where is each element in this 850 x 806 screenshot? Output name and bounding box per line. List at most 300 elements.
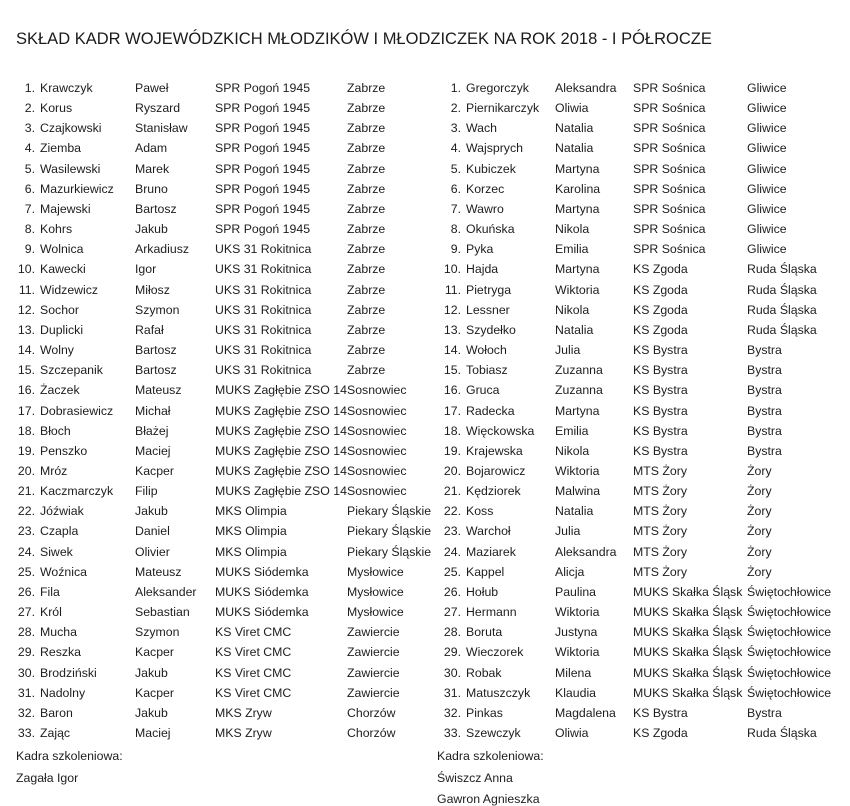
firstname-cell: Magdalena	[555, 705, 616, 720]
page-title: SKŁAD KADR WOJEWÓDZKICH MŁODZIKÓW I MŁODZICZEK NA ROK 2018 - I PÓŁROCZE	[16, 30, 712, 48]
club-cell: SPR Pogoń 1945	[215, 222, 311, 237]
row-number-cell: 6.	[24, 181, 35, 196]
club-cell: MUKS Zagłębie ZSO 14	[215, 423, 347, 438]
table-row	[16, 300, 425, 320]
club-cell: KS Viret CMC	[215, 645, 292, 660]
row-number-cell: 24.	[17, 544, 35, 559]
surname-cell: Pietryga	[466, 282, 512, 297]
city-cell: Piekary Śląskie	[347, 524, 432, 539]
table-row	[437, 521, 850, 541]
city-cell: Świętochłowice	[747, 685, 832, 700]
club-cell: MUKS Skałka Śląsk	[633, 625, 743, 640]
table-row	[437, 199, 850, 219]
table-row	[437, 340, 850, 360]
row-number-cell: 9.	[450, 242, 461, 257]
club-cell: UKS 31 Rokitnica	[215, 343, 312, 358]
row-number-cell: 18.	[443, 423, 461, 438]
surname-cell: Widzewicz	[40, 282, 99, 297]
surname-cell: Mucha	[40, 625, 77, 640]
city-cell: Gliwice	[747, 181, 787, 196]
firstname-cell: Aleksandra	[555, 544, 617, 559]
row-number-cell: 18.	[17, 423, 35, 438]
club-cell: MUKS Zagłębie ZSO 14	[215, 484, 347, 499]
surname-cell: Koss	[466, 504, 494, 519]
surname-cell: Brodziński	[40, 665, 97, 680]
surname-cell: Mazurkiewicz	[40, 181, 114, 196]
table-row	[16, 602, 425, 622]
club-cell: MUKS Zagłębie ZSO 14	[215, 463, 347, 478]
city-cell: Zabrze	[347, 343, 386, 358]
firstname-cell: Maciej	[135, 443, 171, 458]
firstname-cell: Bruno	[135, 181, 168, 196]
row-number-cell: 16.	[17, 383, 35, 398]
firstname-cell: Igor	[135, 262, 157, 277]
table-row	[16, 582, 425, 602]
club-cell: KS Viret CMC	[215, 665, 292, 680]
surname-cell: Wajsprych	[466, 141, 523, 156]
club-cell: MUKS Skałka Śląsk	[633, 584, 743, 599]
row-number-cell: 22.	[443, 504, 461, 519]
table-row	[16, 481, 425, 501]
club-cell: UKS 31 Rokitnica	[215, 282, 312, 297]
table-row	[437, 401, 850, 421]
club-cell: UKS 31 Rokitnica	[215, 363, 312, 378]
city-cell: Żory	[747, 544, 772, 559]
firstname-cell: Emilia	[555, 423, 589, 438]
club-cell: UKS 31 Rokitnica	[215, 302, 312, 317]
surname-cell: Baron	[40, 705, 73, 720]
table-row	[437, 663, 850, 683]
club-cell: MTS Żory	[633, 564, 687, 579]
surname-cell: Kappel	[466, 564, 505, 579]
firstname-cell: Wiktoria	[555, 282, 600, 297]
table-row	[16, 461, 425, 481]
table-row	[437, 78, 850, 98]
city-cell: Żory	[747, 463, 772, 478]
firstname-cell: Emilia	[555, 242, 589, 257]
roster-list-left	[16, 78, 432, 743]
surname-cell: Okuńska	[466, 222, 515, 237]
surname-cell: Penszko	[40, 443, 88, 458]
staff-name-list-left	[16, 768, 425, 790]
table-row	[16, 542, 432, 562]
city-cell: Gliwice	[747, 141, 787, 156]
surname-cell: Warchoł	[466, 524, 511, 539]
club-cell: KS Bystra	[633, 363, 688, 378]
city-cell: Zabrze	[347, 101, 386, 116]
table-row	[437, 239, 850, 259]
club-cell: KS Bystra	[633, 343, 688, 358]
row-number-cell: 23.	[443, 524, 461, 539]
club-cell: UKS 31 Rokitnica	[215, 242, 312, 257]
city-cell: Chorzów	[347, 726, 396, 740]
firstname-cell: Zuzanna	[555, 383, 603, 398]
table-row	[437, 360, 850, 380]
surname-cell: Hołub	[466, 584, 499, 599]
table-row	[16, 521, 432, 541]
firstname-cell: Alicja	[555, 564, 585, 579]
city-cell: Zabrze	[347, 242, 386, 257]
club-cell: SPR Pogoń 1945	[215, 121, 311, 136]
firstname-cell: Kacper	[135, 645, 174, 660]
firstname-cell: Malwina	[555, 484, 601, 499]
firstname-cell: Kacper	[135, 685, 174, 700]
firstname-cell: Sebastian	[135, 605, 190, 620]
surname-cell: Szczepanik	[40, 363, 103, 378]
city-cell: Świętochłowice	[747, 605, 832, 620]
surname-cell: Jóźwiak	[40, 504, 84, 519]
city-cell: Zabrze	[347, 141, 386, 156]
club-cell: MTS Żory	[633, 463, 687, 478]
surname-cell: Reszka	[40, 645, 82, 660]
firstname-cell: Michał	[135, 403, 171, 418]
staff-name: Świszcz Anna	[437, 770, 513, 785]
surname-cell: Wawro	[466, 201, 504, 216]
club-cell: SPR Sośnica	[633, 181, 706, 196]
surname-cell: Wolnica	[40, 242, 84, 257]
table-row	[16, 340, 425, 360]
surname-cell: Matuszczyk	[466, 685, 531, 700]
club-cell: KS Zgoda	[633, 282, 688, 297]
firstname-cell: Paulina	[555, 584, 597, 599]
firstname-cell: Bartosz	[135, 363, 177, 378]
club-cell: SPR Sośnica	[633, 222, 706, 237]
firstname-cell: Miłosz	[135, 282, 170, 297]
row-number-cell: 2.	[24, 101, 35, 116]
row-number-cell: 30.	[17, 665, 35, 680]
firstname-cell: Błażej	[135, 423, 169, 438]
surname-cell: Duplicki	[40, 322, 84, 337]
table-row	[437, 179, 850, 199]
city-cell: Żory	[747, 564, 772, 579]
club-cell: MKS Olimpia	[215, 544, 287, 559]
row-number-cell: 22.	[17, 504, 35, 519]
table-row	[16, 562, 425, 582]
staff-name-list-right	[437, 768, 850, 806]
surname-cell: Mróz	[40, 463, 68, 478]
city-cell: Zawiercie	[347, 665, 400, 680]
row-number-cell: 17.	[17, 403, 35, 418]
table-row	[16, 642, 425, 662]
firstname-cell: Daniel	[135, 524, 170, 539]
row-number-cell: 21.	[17, 484, 35, 499]
city-cell: Piekary Śląskie	[347, 504, 432, 519]
city-cell: Chorzów	[347, 705, 396, 720]
firstname-cell: Karolina	[555, 181, 601, 196]
firstname-cell: Nikola	[555, 222, 590, 237]
surname-cell: Wasilewski	[40, 161, 101, 176]
city-cell: Bystra	[747, 443, 782, 458]
city-cell: Ruda Śląska	[747, 322, 817, 337]
city-cell: Zabrze	[347, 161, 386, 176]
row-number-cell: 19.	[17, 443, 35, 458]
surname-cell: Pinkas	[466, 705, 503, 720]
city-cell: Świętochłowice	[747, 625, 832, 640]
table-row	[16, 501, 432, 521]
city-cell: Zabrze	[347, 302, 386, 317]
table-row	[437, 421, 850, 441]
row-number-cell: 26.	[17, 584, 35, 599]
row-number-cell: 7.	[24, 201, 35, 216]
club-cell: SPR Pogoń 1945	[215, 141, 311, 156]
club-cell: MUKS Skałka Śląsk	[633, 685, 743, 700]
surname-cell: Woźnica	[40, 564, 87, 579]
firstname-cell: Martyna	[555, 262, 600, 277]
table-row	[16, 360, 425, 380]
club-cell: MUKS Zagłębie ZSO 14	[215, 443, 347, 458]
surname-cell: Kohrs	[40, 222, 73, 237]
row-number-cell: 8.	[24, 222, 35, 237]
row-number-cell: 10.	[443, 262, 461, 277]
row-number-cell: 2.	[450, 101, 461, 116]
firstname-cell: Arkadiusz	[135, 242, 189, 257]
city-cell: Gliwice	[747, 201, 787, 216]
club-cell: MTS Żory	[633, 524, 687, 539]
club-cell: SPR Pogoń 1945	[215, 81, 311, 95]
table-row	[16, 239, 425, 259]
table-row	[437, 481, 850, 501]
surname-cell: Szydełko	[466, 322, 516, 337]
table-row	[16, 703, 425, 723]
row-number-cell: 21.	[443, 484, 461, 499]
city-cell: Gliwice	[747, 161, 787, 176]
row-number-cell: 1.	[450, 81, 461, 95]
table-row	[16, 380, 425, 400]
club-cell: MUKS Skałka Śląsk	[633, 665, 743, 680]
row-number-cell: 24.	[443, 544, 461, 559]
row-number-cell: 32.	[17, 705, 35, 720]
surname-cell: Szewczyk	[466, 726, 521, 740]
table-row	[437, 280, 850, 300]
row-number-cell: 1.	[24, 81, 35, 95]
row-number-cell: 14.	[443, 343, 461, 358]
row-number-cell: 13.	[17, 322, 35, 337]
city-cell: Żory	[747, 504, 772, 519]
firstname-cell: Ryszard	[135, 101, 181, 116]
surname-cell: Piernikarczyk	[466, 101, 540, 116]
club-cell: MUKS Zagłębie ZSO 14	[215, 403, 347, 418]
table-row	[437, 380, 850, 400]
table-row	[437, 219, 850, 239]
club-cell: MKS Zryw	[215, 726, 272, 740]
surname-cell: Kawecki	[40, 262, 86, 277]
table-row	[437, 562, 850, 582]
surname-cell: Nadolny	[40, 685, 86, 700]
row-number-cell: 10.	[17, 262, 35, 277]
surname-cell: Żaczek	[40, 383, 80, 398]
row-number-cell: 31.	[17, 685, 35, 700]
table-row	[437, 683, 850, 703]
city-cell: Zabrze	[347, 121, 386, 136]
firstname-cell: Nikola	[555, 443, 590, 458]
roster-column-right	[425, 78, 850, 806]
row-number-cell: 29.	[443, 645, 461, 660]
surname-cell: Kubiczek	[466, 161, 516, 176]
staff-name: Zagała Igor	[16, 770, 79, 785]
staff-label: Kadra szkoleniowa:	[437, 749, 544, 764]
surname-cell: Kędziorek	[466, 484, 521, 499]
club-cell: KS Zgoda	[633, 302, 688, 317]
row-number-cell: 32.	[443, 705, 461, 720]
surname-cell: Kaczmarczyk	[40, 484, 114, 499]
table-row	[16, 138, 425, 158]
club-cell: KS Bystra	[633, 403, 688, 418]
firstname-cell: Aleksander	[135, 584, 197, 599]
city-cell: Zabrze	[347, 282, 386, 297]
surname-cell: Fila	[40, 584, 60, 599]
surname-cell: Hajda	[466, 262, 499, 277]
table-row	[16, 622, 425, 642]
club-cell: UKS 31 Rokitnica	[215, 322, 312, 337]
surname-cell: Hermann	[466, 605, 517, 620]
firstname-cell: Wiktoria	[555, 645, 600, 660]
table-row	[437, 501, 850, 521]
firstname-cell: Bartosz	[135, 201, 177, 216]
club-cell: SPR Sośnica	[633, 81, 706, 95]
surname-cell: Maziarek	[466, 544, 516, 559]
surname-cell: Błoch	[40, 423, 71, 438]
city-cell: Zabrze	[347, 81, 386, 95]
firstname-cell: Jakub	[135, 705, 168, 720]
firstname-cell: Stanisław	[135, 121, 188, 136]
surname-cell: Majewski	[40, 201, 91, 216]
table-row	[437, 98, 850, 118]
table-row	[16, 683, 425, 703]
firstname-cell: Marek	[135, 161, 170, 176]
table-row	[437, 320, 850, 340]
surname-cell: Korzec	[466, 181, 505, 196]
table-row	[16, 320, 425, 340]
firstname-cell: Zuzanna	[555, 363, 603, 378]
club-cell: SPR Sośnica	[633, 121, 706, 136]
city-cell: Żory	[747, 524, 772, 539]
surname-cell: Boruta	[466, 625, 503, 640]
city-cell: Bystra	[747, 403, 782, 418]
city-cell: Sosnowiec	[347, 403, 407, 418]
club-cell: KS Zgoda	[633, 726, 688, 740]
city-cell: Gliwice	[747, 81, 787, 95]
city-cell: Gliwice	[747, 101, 787, 116]
firstname-cell: Natalia	[555, 121, 594, 136]
city-cell: Świętochłowice	[747, 584, 832, 599]
table-row	[16, 663, 425, 683]
club-cell: KS Zgoda	[633, 322, 688, 337]
table-row	[437, 259, 850, 279]
surname-cell: Krajewska	[466, 443, 523, 458]
club-cell: MTS Żory	[633, 544, 687, 559]
club-cell: MKS Olimpia	[215, 524, 287, 539]
row-number-cell: 15.	[443, 363, 461, 378]
firstname-cell: Mateusz	[135, 564, 182, 579]
table-row	[437, 441, 850, 461]
surname-cell: Wołoch	[466, 343, 507, 358]
table-row	[16, 259, 425, 279]
club-cell: MKS Olimpia	[215, 504, 287, 519]
city-cell: Ruda Śląska	[747, 302, 817, 317]
club-cell: MKS Zryw	[215, 705, 272, 720]
row-number-cell: 19.	[443, 443, 461, 458]
row-number-cell: 27.	[17, 605, 35, 620]
firstname-cell: Natalia	[555, 504, 594, 519]
club-cell: MTS Żory	[633, 484, 687, 499]
table-row	[16, 179, 425, 199]
table-row	[16, 199, 425, 219]
firstname-cell: Martyna	[555, 161, 600, 176]
firstname-cell: Natalia	[555, 141, 594, 156]
coaching-staff-left	[16, 746, 425, 789]
staff-name: Gawron Agnieszka	[437, 792, 540, 806]
row-number-cell: 11.	[18, 282, 35, 297]
club-cell: KS Bystra	[633, 705, 688, 720]
firstname-cell: Mateusz	[135, 383, 182, 398]
city-cell: Gliwice	[747, 242, 787, 257]
roster-columns	[0, 78, 850, 806]
city-cell: Bystra	[747, 363, 782, 378]
firstname-cell: Natalia	[555, 322, 594, 337]
table-row	[437, 118, 850, 138]
surname-cell: Czapla	[40, 524, 79, 539]
surname-cell: Krawczyk	[40, 81, 93, 95]
row-number-cell: 29.	[17, 645, 35, 660]
club-cell: MUKS Siódemka	[215, 605, 309, 620]
surname-cell: Korus	[40, 101, 73, 116]
coaching-staff-right	[437, 746, 850, 806]
surname-cell: Siwek	[40, 544, 73, 559]
table-row	[437, 582, 850, 602]
club-cell: UKS 31 Rokitnica	[215, 262, 312, 277]
city-cell: Świętochłowice	[747, 645, 832, 660]
row-number-cell: 5.	[24, 161, 35, 176]
club-cell: MUKS Skałka Śląsk	[633, 605, 743, 620]
row-number-cell: 26.	[443, 584, 461, 599]
city-cell: Zawiercie	[347, 685, 400, 700]
surname-cell: Zając	[40, 726, 71, 740]
firstname-cell: Maciej	[135, 726, 171, 740]
surname-cell: Gruca	[466, 383, 500, 398]
surname-cell: Radecka	[466, 403, 515, 418]
table-row	[437, 642, 850, 662]
row-number-cell: 28.	[443, 625, 461, 640]
row-number-cell: 16.	[443, 383, 461, 398]
club-cell: KS Zgoda	[633, 262, 688, 277]
surname-cell: Król	[40, 605, 62, 620]
city-cell: Gliwice	[747, 121, 787, 136]
roster-list-right	[437, 78, 850, 743]
city-cell: Bystra	[747, 423, 782, 438]
surname-cell: Gregorczyk	[466, 81, 529, 95]
firstname-cell: Jakub	[135, 504, 168, 519]
city-cell: Zawiercie	[347, 645, 400, 660]
firstname-cell: Klaudia	[555, 685, 597, 700]
table-row	[16, 401, 425, 421]
table-row	[16, 280, 425, 300]
city-cell: Zabrze	[347, 262, 386, 277]
row-number-cell: 3.	[24, 121, 35, 136]
firstname-cell: Szymon	[135, 625, 180, 640]
table-row	[437, 622, 850, 642]
firstname-cell: Nikola	[555, 302, 590, 317]
surname-cell: Więckowska	[466, 423, 535, 438]
city-cell: Sosnowiec	[347, 484, 407, 499]
surname-cell: Ziemba	[40, 141, 82, 156]
club-cell: MUKS Zagłębie ZSO 14	[215, 383, 347, 398]
row-number-cell: 12.	[443, 302, 461, 317]
club-cell: MUKS Siódemka	[215, 584, 309, 599]
row-number-cell: 28.	[17, 625, 35, 640]
table-row	[16, 441, 425, 461]
surname-cell: Dobrasiewicz	[40, 403, 114, 418]
city-cell: Zawiercie	[347, 625, 400, 640]
